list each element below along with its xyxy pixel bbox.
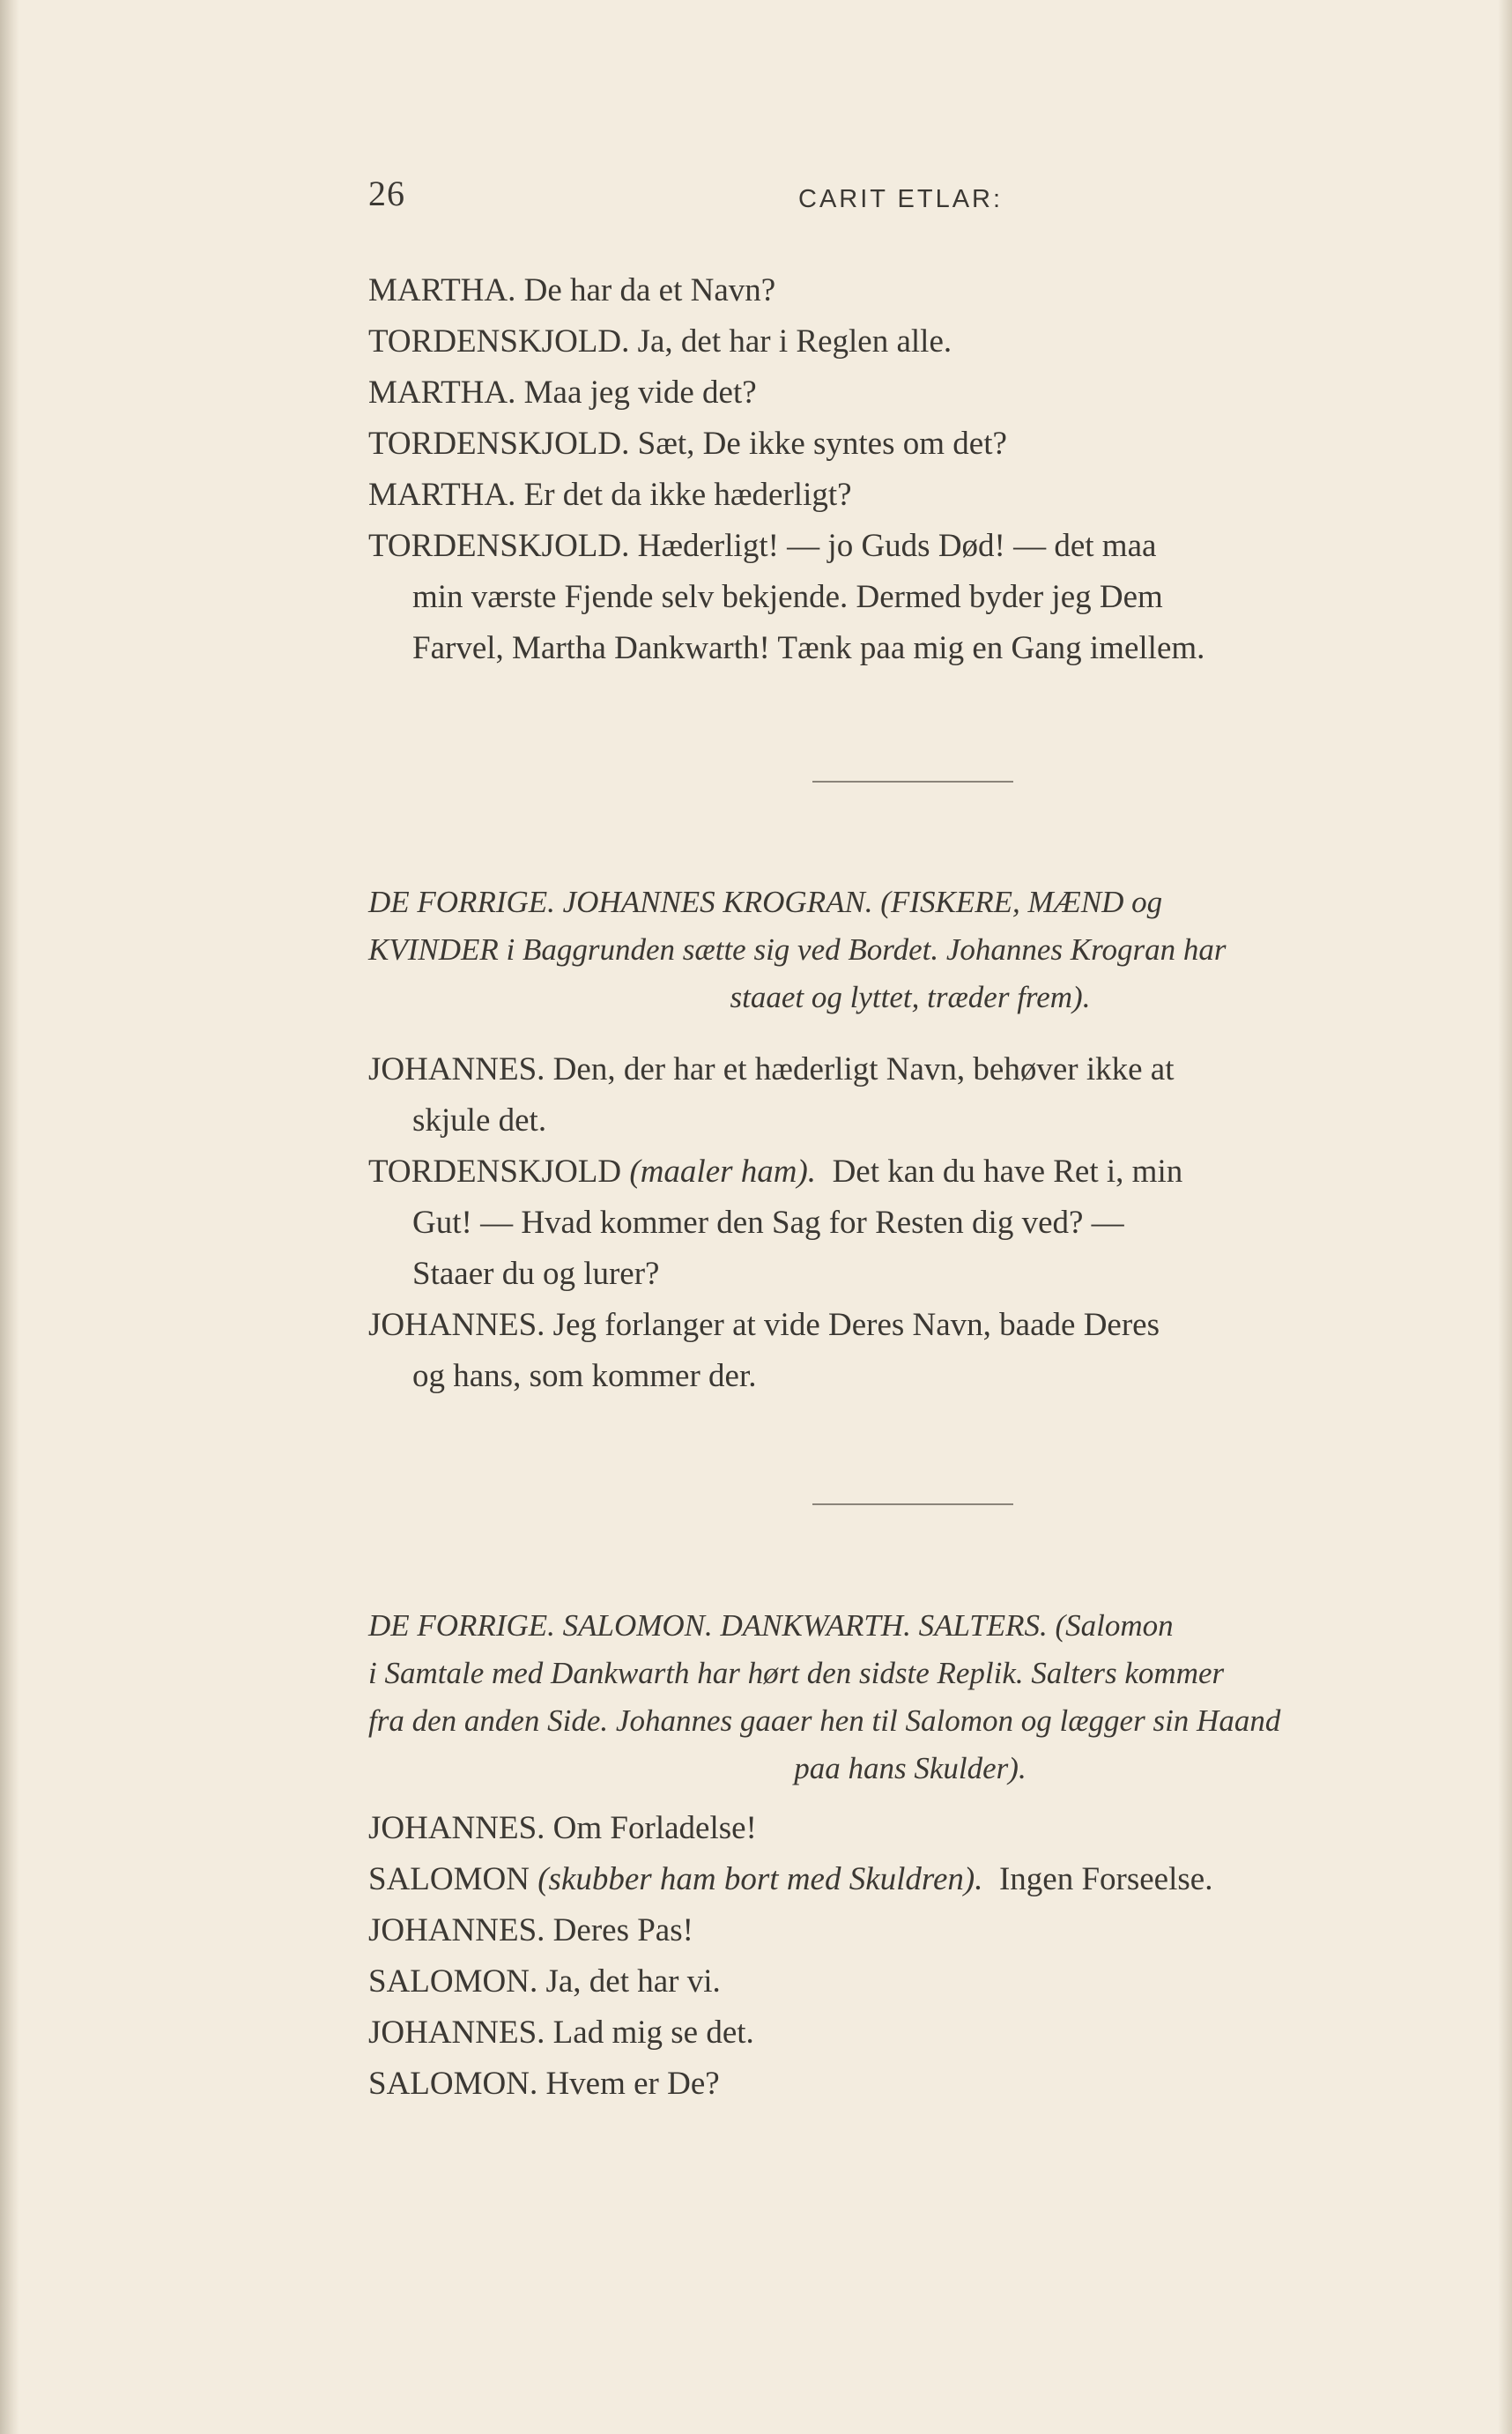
running-head: CARIT ETLAR:	[798, 185, 1004, 213]
line-text: min værste Fjende selv bekjende. Dermed byder jeg Dem	[412, 579, 1163, 615]
line-text: Farvel, Martha Dankwarth! Tænk paa mig en Gang imellem.	[412, 630, 1205, 666]
dialogue-line	[368, 316, 1452, 367]
line-text: SALOMON. Hvem er De?	[368, 2066, 720, 2102]
dialogue-line	[368, 2007, 1452, 2059]
line-text: JOHANNES. Lad mig se det.	[368, 2015, 754, 2051]
line-text: JOHANNES. Jeg forlanger at vide Deres Navn, baade Deres	[368, 1307, 1160, 1343]
dialogue-block-2	[368, 1044, 1452, 1402]
line-text: og hans, som kommer der.	[412, 1358, 757, 1394]
dialogue-line	[368, 2059, 1452, 2110]
dialogue-line	[368, 1249, 1452, 1300]
scene-separator	[812, 1503, 1013, 1505]
line-text: TORDENSKJOLD. Sæt, De ikke syntes om det?	[368, 426, 1007, 462]
dialogue-line	[368, 1044, 1452, 1095]
dialogue-line	[368, 1905, 1452, 1956]
speaker-name: TORDENSKJOLD	[368, 1154, 622, 1190]
dialogue-line	[368, 1854, 1452, 1905]
line-text: JOHANNES. Deres Pas!	[368, 1912, 693, 1948]
line-text: TORDENSKJOLD. Hæderligt! — jo Guds Død! — det maa	[368, 528, 1157, 564]
inline-stage-direction: (maaler ham).	[629, 1154, 817, 1190]
line-text: paa hans Skulder).	[794, 1751, 1027, 1785]
line-text: DE FORRIGE. SALOMON. DANKWARTH. SALTERS. (Salomon	[368, 1608, 1174, 1643]
inline-stage-direction: (skubber ham bort med Skuldren).	[537, 1861, 983, 1897]
page-header	[368, 173, 1452, 226]
line-text: Det kan du have Ret i, min	[832, 1154, 1183, 1190]
line-text: MARTHA. De har da et Navn?	[368, 272, 776, 308]
line-text: JOHANNES. Den, der har et hæderligt Navn, behøver ikke at	[368, 1051, 1175, 1087]
speaker-name: SALOMON	[368, 1861, 530, 1897]
dialogue-block-1	[368, 265, 1452, 674]
stage-direction-2	[368, 1602, 1452, 1792]
dialogue-line	[368, 1300, 1452, 1351]
line-text: Gut! — Hvad kommer den Sag for Resten dig ved? —	[412, 1205, 1124, 1241]
line-text: SALOMON. Ja, det har vi.	[368, 1963, 721, 2000]
stage-line	[368, 1602, 1452, 1650]
stage-line	[368, 926, 1452, 974]
dialogue-line	[368, 1351, 1452, 1402]
dialogue-line	[368, 521, 1452, 572]
dialogue-line	[368, 1803, 1452, 1854]
dialogue-line	[368, 1198, 1452, 1249]
line-text: MARTHA. Maa jeg vide det?	[368, 375, 757, 411]
dialogue-line	[368, 265, 1452, 316]
page-left-edge	[0, 0, 19, 2434]
dialogue-line	[368, 367, 1452, 419]
stage-line	[368, 974, 1452, 1021]
line-text: JOHANNES. Om Forladelse!	[368, 1810, 757, 1846]
dialogue-block-3	[368, 1803, 1452, 2110]
dialogue-line	[368, 470, 1452, 521]
line-text: TORDENSKJOLD. Ja, det har i Reglen alle.	[368, 323, 952, 360]
dialogue-line	[368, 1956, 1452, 2007]
line-text: KVINDER i Baggrunden sætte sig ved Bordet. Johannes Krogran har	[368, 932, 1227, 967]
scene-separator	[812, 781, 1013, 783]
line-text: skjule det.	[412, 1102, 547, 1139]
dialogue-line	[368, 623, 1452, 674]
stage-line	[368, 1650, 1452, 1697]
stage-direction-1	[368, 879, 1452, 1021]
line-text: MARTHA. Er det da ikke hæderligt?	[368, 477, 852, 513]
stage-line	[368, 1697, 1452, 1745]
dialogue-line	[368, 572, 1452, 623]
line-text: Staaer du og lurer?	[412, 1256, 660, 1292]
page-right-edge	[1498, 0, 1512, 2434]
line-text: staaet og lyttet, træder frem).	[730, 980, 1091, 1014]
dialogue-line	[368, 419, 1452, 470]
dialogue-line	[368, 1095, 1452, 1147]
line-text: Ingen Forseelse.	[998, 1861, 1213, 1897]
line-text: fra den anden Side. Johannes gaaer hen til Salomon og lægger sin Haand	[368, 1703, 1281, 1738]
stage-line	[368, 1745, 1452, 1792]
dialogue-line	[368, 1147, 1452, 1198]
page-number: 26	[368, 174, 405, 213]
line-text: i Samtale med Dankwarth har hørt den sidste Replik. Salters kommer	[368, 1656, 1225, 1690]
line-text: DE FORRIGE. JOHANNES KROGRAN. (FISKERE, MÆND og	[368, 885, 1163, 919]
stage-line	[368, 879, 1452, 926]
